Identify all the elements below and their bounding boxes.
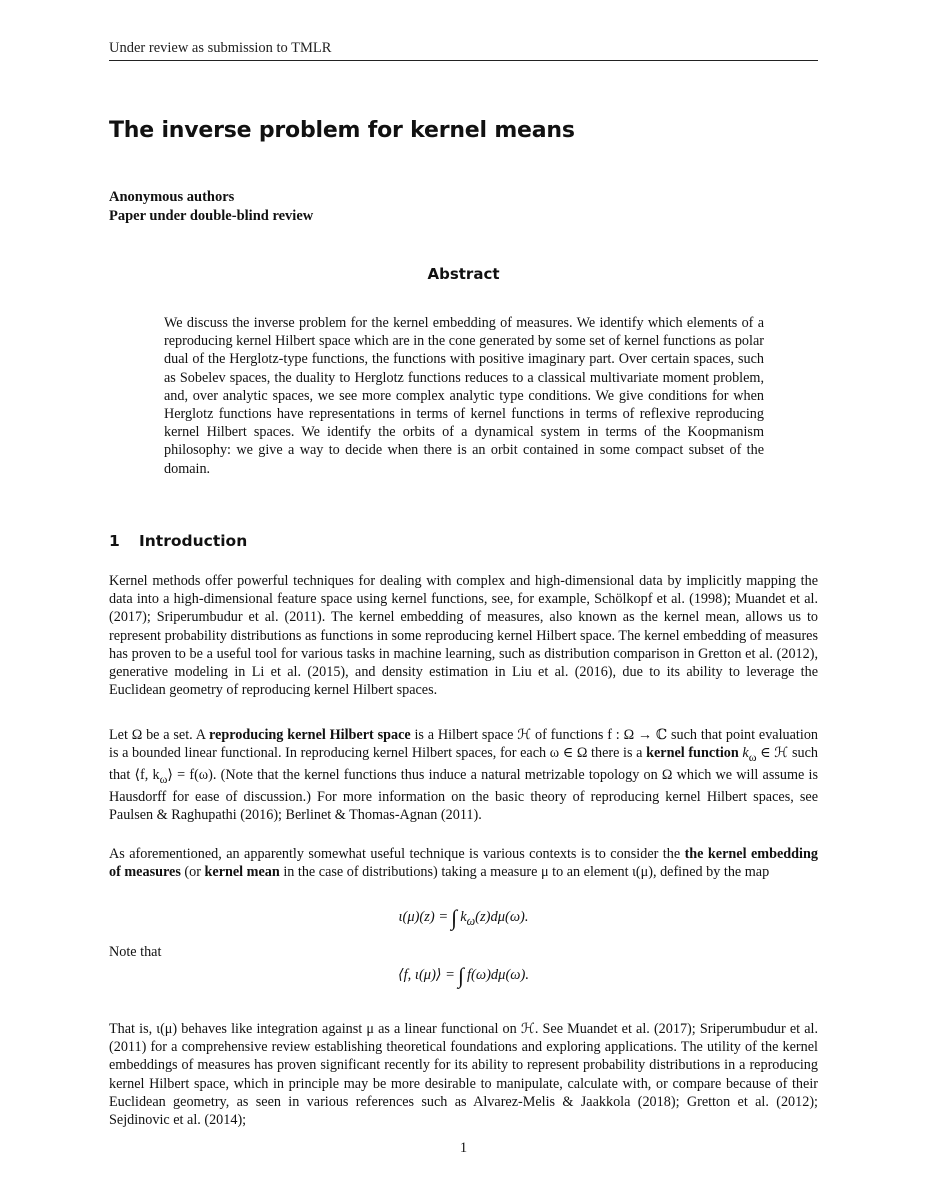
p3-text-e: in the case of distributions) taking a measure μ to an element ι(μ), defined by the map [279, 864, 770, 881]
abstract-text: We discuss the inverse problem for the kernel embedding of measures. We identify which elements of a reproducing kernel Hilbert space which are in the cone generated by some set of kernel functions as polar dual of the Herglotz-type functions, the functions with positive imaginary part. Over certain spaces, such as Sobelev spaces, the duality to Herglotz functions reduces to a classical multivariate moment problem, and, over analytic spaces, we see more complex analytic type conditions. We give conditions for when Herglotz functions have representations in terms of kernel functions in terms of reflexive reproducing kernel Hilbert spaces. We identify the orbits of a dynamical system in terms of the Koopmanism philosophy: we give a way to decide when there is an orbit contained in some compact subset of the domain. [164, 315, 764, 477]
p2-text-f: ∈ ℋ such that ⟨f, k [109, 745, 818, 784]
running-header: Under review as submission to TMLR [109, 40, 332, 56]
p2-text-g: ⟩ = f(ω). (Note that the kernel functions thus induce a natural metrizable topology on Ω which we will assume is Hausdorff for ease of discussion.) For more information on the basic theory of reproducing kernel Hilbert spaces, see Paulsen & Raghupathi (2016); Berlinet & Thomas-Agnan (2011). [109, 767, 818, 824]
p2-text-e: k [738, 745, 749, 762]
equation-kernel-mean [0, 905, 927, 931]
paragraph-2 [109, 726, 818, 825]
p2-text-c: is a Hilbert space ℋ of functions f : Ω → ℂ such that point evaluation is a bounded linear functional. In reproducing kernel Hilbert spaces, for each ω ∈ Ω there is a [109, 727, 819, 762]
author-block [109, 188, 313, 226]
review-note: Paper under double-blind review [109, 208, 314, 224]
abstract-heading: Abstract [427, 265, 500, 283]
authors: Anonymous authors [109, 189, 235, 205]
section-number: 1 [109, 532, 120, 550]
eq1-sub: ω [466, 913, 476, 928]
p2-sub-e: ω [748, 750, 757, 765]
equation-inner-product [0, 963, 927, 989]
term-kernel-embedding: the kernel embedding of measures [109, 846, 818, 881]
term-rkhs: reproducing kernel Hilbert space [209, 727, 411, 743]
integral-sign: ∫ [451, 905, 458, 930]
term-kernel-function: kernel function [646, 745, 739, 762]
paper-title: The inverse problem for kernel means [109, 118, 575, 143]
eq1-k: k [460, 909, 467, 925]
section-heading [109, 532, 247, 550]
paragraph-3 [109, 845, 818, 881]
paragraph-4: Note that [109, 944, 162, 960]
section-title: Introduction [139, 532, 248, 550]
paragraph-1: Kernel methods offer powerful techniques for dealing with complex and high-dimensional data by implicitly mapping the data into a high-dimensional feature space using kernel functions, see, for example, Schölkopf et al. (1998); Muandet et al. (2017); Sriperumbudur et al. (2011). The kernel embedding of measures, also known as the kernel mean, allows us to represent probability distributions as functions in some reproducing kernel Hilbert space. The kernel embedding of measures has proven to be a useful tool for various tasks in machine learning, such as distribution comparison in Gretton et al. (2012), generative modeling in Li et al. (2015), and density estimation in Liu et al. (2016), due to its ability to leverage the Euclidean geometry of reproducing kernel Hilbert spaces. [109, 573, 818, 699]
eq2-lhs: ⟨f, ι(μ)⟩ = [398, 967, 455, 983]
eq2-rhs: f(ω)dμ(ω). [467, 967, 529, 983]
p2-sub-f: ω [159, 772, 168, 787]
p3-text-a: As aforementioned, an apparently somewhat useful technique is various contexts is to consider the [109, 846, 685, 862]
page-number: 1 [459, 1140, 468, 1156]
header-rule [109, 60, 818, 61]
term-kernel-mean: kernel mean [204, 864, 280, 881]
integral-sign: ∫ [457, 963, 464, 988]
p2-text-a: Let Ω be a set. A [109, 727, 210, 743]
eq1-rhs: (z)dμ(ω). [475, 909, 529, 925]
eq1-lhs: ι(μ)(z) = [398, 909, 449, 925]
p3-text-c: (or [180, 864, 205, 881]
paragraph-5: That is, ι(μ) behaves like integration against μ as a linear functional on ℋ. See Muandet et al. (2017); Sriperumbudur et al. (2011) for a comprehensive review establishing theoretical foundations and exploring applications. The utility of the kernel embeddings of measures has proven significant recently for its ability to represent probability distributions in a reproducing kernel Hilbert space, which in principle may be more desirable to manipulate, calculate with, or compare because of their Euclidean geometry, as seen in various references such as Alvarez-Melis & Jaakkola (2018); Gretton et al. (2012); Sejdinovic et al. (2014); [109, 1021, 818, 1129]
